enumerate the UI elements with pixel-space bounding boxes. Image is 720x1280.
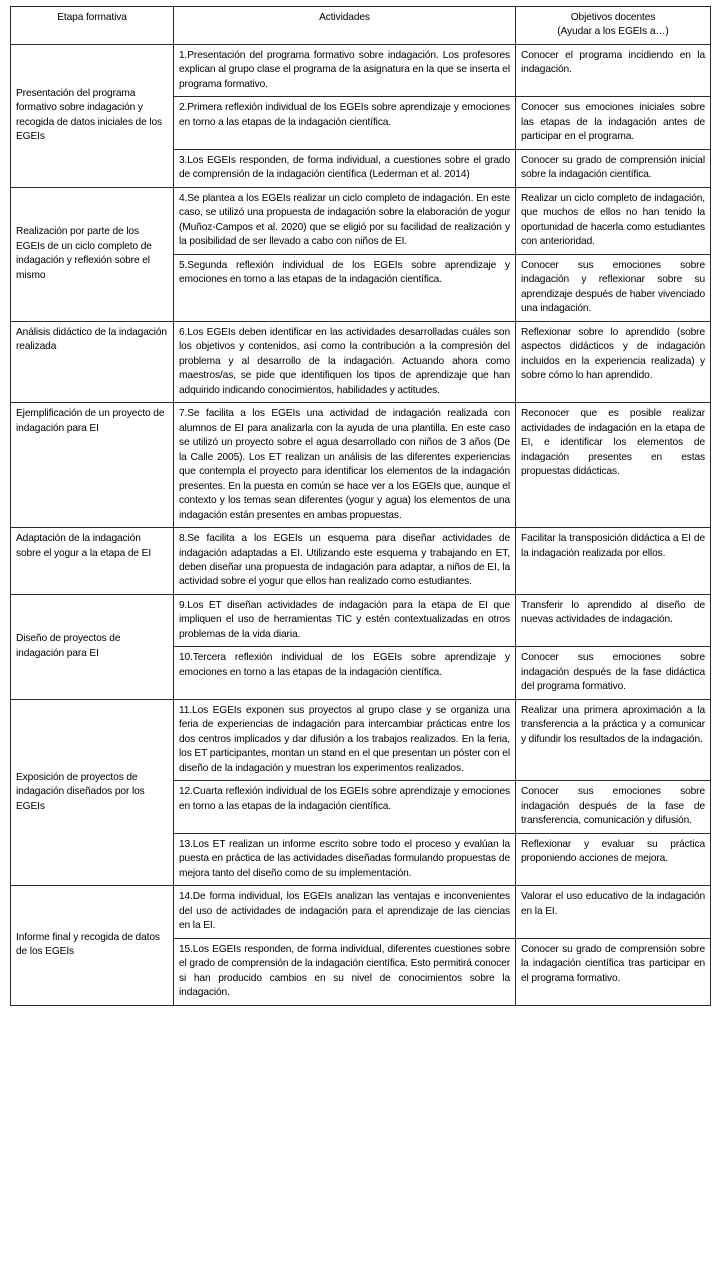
- activity-cell: 6.Los EGEIs deben identificar en las actividades desarrolladas cuáles son los objetivos y contenidos, así como la contribución a la compresión del problema y al desarrollo de la indagación. Actuando ahora como maestros/as, se pide que identifiquen los tipos de aprendizaje que han adquirido indicando conocimientos, habilidades y actitudes.: [174, 321, 516, 402]
- activity-cell: 13.Los ET realizan un informe escrito sobre todo el proceso y evalúan la puesta en práctica de las actividades diseñadas formulando propuestas de mejora tanto del diseño como de su implementación.: [174, 833, 516, 885]
- activity-cell: 10.Tercera reflexión individual de los EGEIs sobre aprendizaje y emociones en torno a las etapas de la indagación científica.: [174, 647, 516, 699]
- column-header-objetivos-line1: Objetivos docentes: [570, 12, 656, 23]
- activity-cell: 3.Los EGEIs responden, de forma individual, a cuestiones sobre el grado de comprensión de la indagación científica (Lederman et al. 2014): [174, 149, 516, 187]
- activity-cell: 2.Primera reflexión individual de los EGEIs sobre aprendizaje y emociones en torno a las etapas de la indagación científica.: [174, 97, 516, 149]
- activity-cell: 7.Se facilita a los EGEIs una actividad de indagación realizada con alumnos de EI para analizarla con la ayuda de una plantilla. En este caso se utilizó un proyecto sobre el agua desarrollado con niños de 3 años (De la Calle 2005). Los ET realizan un análisis de las diferentes experiencias que contempla el proyecto para identificar los elementos de la indagación presentes. En la puesta en común se hace ver a los EGEIs que, aunque el contexto y los temas sean diferentes (yogur y agua) los elementos de una indagación están presentes en ambas propuestas.: [174, 403, 516, 528]
- objective-cell: Facilitar la transposición didáctica a EI de la indagación realizada por ellos.: [516, 528, 711, 595]
- objective-cell: Conocer su grado de comprensión inicial sobre la indagación científica.: [516, 149, 711, 187]
- activity-cell: 12.Cuarta reflexión individual de los EGEIs sobre aprendizaje y emociones en torno a las etapas de la indagación científica.: [174, 781, 516, 833]
- activity-cell: 8.Se facilita a los EGEIs un esquema para diseñar actividades de indagación adaptadas a EI. Utilizando este esquema y trabajando en ET, deben diseñar una propuesta de indagación para adaptar, a niños de EI, la actividad sobre el yogur que ellos han realizado como estudiantes.: [174, 528, 516, 595]
- column-header-actividades: Actividades: [174, 7, 516, 45]
- activity-cell: 1.Presentación del programa formativo sobre indagación. Los profesores explican al grupo clase el programa de la asignatura en la que se inserta el programa formativo.: [174, 44, 516, 96]
- table-body: [11, 44, 711, 1005]
- stage-cell: Exposición de proyectos de indagación diseñados por los EGEIs: [11, 699, 174, 885]
- table-row: [11, 528, 711, 595]
- objective-cell: Transferir lo aprendido al diseño de nuevas actividades de indagación.: [516, 594, 711, 646]
- objective-cell: Realizar una primera aproximación a la transferencia a la práctica y a comunicar y difundir los resultados de la indagación.: [516, 699, 711, 780]
- objective-cell: Conocer sus emociones sobre indagación y reflexionar sobre su aprendizaje después de haber vivenciado una indagación.: [516, 254, 711, 321]
- objective-cell: Reflexionar y evaluar su práctica proponiendo acciones de mejora.: [516, 833, 711, 885]
- stage-cell: Ejemplificación de un proyecto de indagación para EI: [11, 403, 174, 528]
- objective-cell: Conocer su grado de comprensión sobre la indagación científica tras participar en el programa formativo.: [516, 938, 711, 1005]
- activity-cell: 15.Los EGEIs responden, de forma individual, diferentes cuestiones sobre el grado de comprensión de la indagación científica. Esto permitirá conocer si han producido cambios en su nivel de conocimientos sobre la indagación.: [174, 938, 516, 1005]
- table-row: [11, 886, 711, 938]
- table-row: [11, 594, 711, 646]
- objective-cell: Realizar un ciclo completo de indagación, que muchos de ellos no han tenido la oportunidad de hacerla como estudiantes con anterioridad.: [516, 187, 711, 254]
- table-row: [11, 44, 711, 96]
- activity-cell: 14.De forma individual, los EGEIs analizan las ventajas e inconvenientes del uso de actividades de indagación para el aprendizaje de las ciencias en la EI.: [174, 886, 516, 938]
- stage-cell: Informe final y recogida de datos de los EGEIs: [11, 886, 174, 1005]
- stage-cell: Realización por parte de los EGEIs de un ciclo completo de indagación y reflexión sobre el mismo: [11, 187, 174, 321]
- objective-cell: Reflexionar sobre lo aprendido (sobre aspectos didácticos y de indagación incluidos en la experiencia realizada) y sobre cómo lo han aprendido.: [516, 321, 711, 402]
- stage-cell: Adaptación de la indagación sobre el yogur a la etapa de EI: [11, 528, 174, 595]
- objective-cell: Conocer sus emociones sobre indagación después de la fase didáctica del programa formativo.: [516, 647, 711, 699]
- table-header: [11, 7, 711, 45]
- column-header-objetivos-docentes: [516, 7, 711, 45]
- column-header-objetivos-line2: (Ayudar a los EGEIs a…): [557, 26, 669, 38]
- table-row: [11, 321, 711, 402]
- objective-cell: Conocer sus emociones iniciales sobre las etapas de la indagación antes de participar en el programa.: [516, 97, 711, 149]
- table-row: [11, 403, 711, 528]
- stage-cell: Diseño de proyectos de indagación para EI: [11, 594, 174, 699]
- activity-cell: 4.Se plantea a los EGEIs realizar un ciclo completo de indagación. En este caso, se utilizó una propuesta de indagación sobre la elaboración de yogur (Muñoz-Campos et al. 2020) que se eligió por su facilidad de realización y la posibilidad de ser llevado a cabo con niños de EI.: [174, 187, 516, 254]
- objective-cell: Conocer el programa incidiendo en la indagación.: [516, 44, 711, 96]
- program-table-container: [10, 6, 710, 1006]
- activity-cell: 5.Segunda reflexión individual de los EGEIs sobre aprendizaje y emociones en torno a las etapas de la indagación científica.: [174, 254, 516, 321]
- formative-program-table: [10, 6, 711, 1006]
- activity-cell: 11.Los EGEIs exponen sus proyectos al grupo clase y se organiza una feria de experiencias de indagación para intercambiar prácticas entre los dos centros implicados y dar difusión a los trabajos realizados. En la feria, los ET participantes, montan un stand en el que presentan un póster con el diseño de la indagación y muestran los experimentos realizados.: [174, 699, 516, 780]
- objective-cell: Valorar el uso educativo de la indagación en la EI.: [516, 886, 711, 938]
- objective-cell: Reconocer que es posible realizar actividades de indagación en la etapa de EI, e identificar los elementos de indagación presentes en estas propuestas didácticas.: [516, 403, 711, 528]
- table-row: [11, 187, 711, 254]
- table-row: [11, 699, 711, 780]
- table-header-row: [11, 7, 711, 45]
- column-header-etapa-formativa: Etapa formativa: [11, 7, 174, 45]
- objective-cell: Conocer sus emociones sobre indagación después de la fase de transferencia, comunicación y difusión.: [516, 781, 711, 833]
- stage-cell: Análisis didáctico de la indagación realizada: [11, 321, 174, 402]
- stage-cell: Presentación del programa formativo sobre indagación y recogida de datos iniciales de los EGEIs: [11, 44, 174, 187]
- activity-cell: 9.Los ET diseñan actividades de indagación para la etapa de EI que impliquen el uso de herramientas TIC y estén contextualizadas en otros problemas de la vida diaria.: [174, 594, 516, 646]
